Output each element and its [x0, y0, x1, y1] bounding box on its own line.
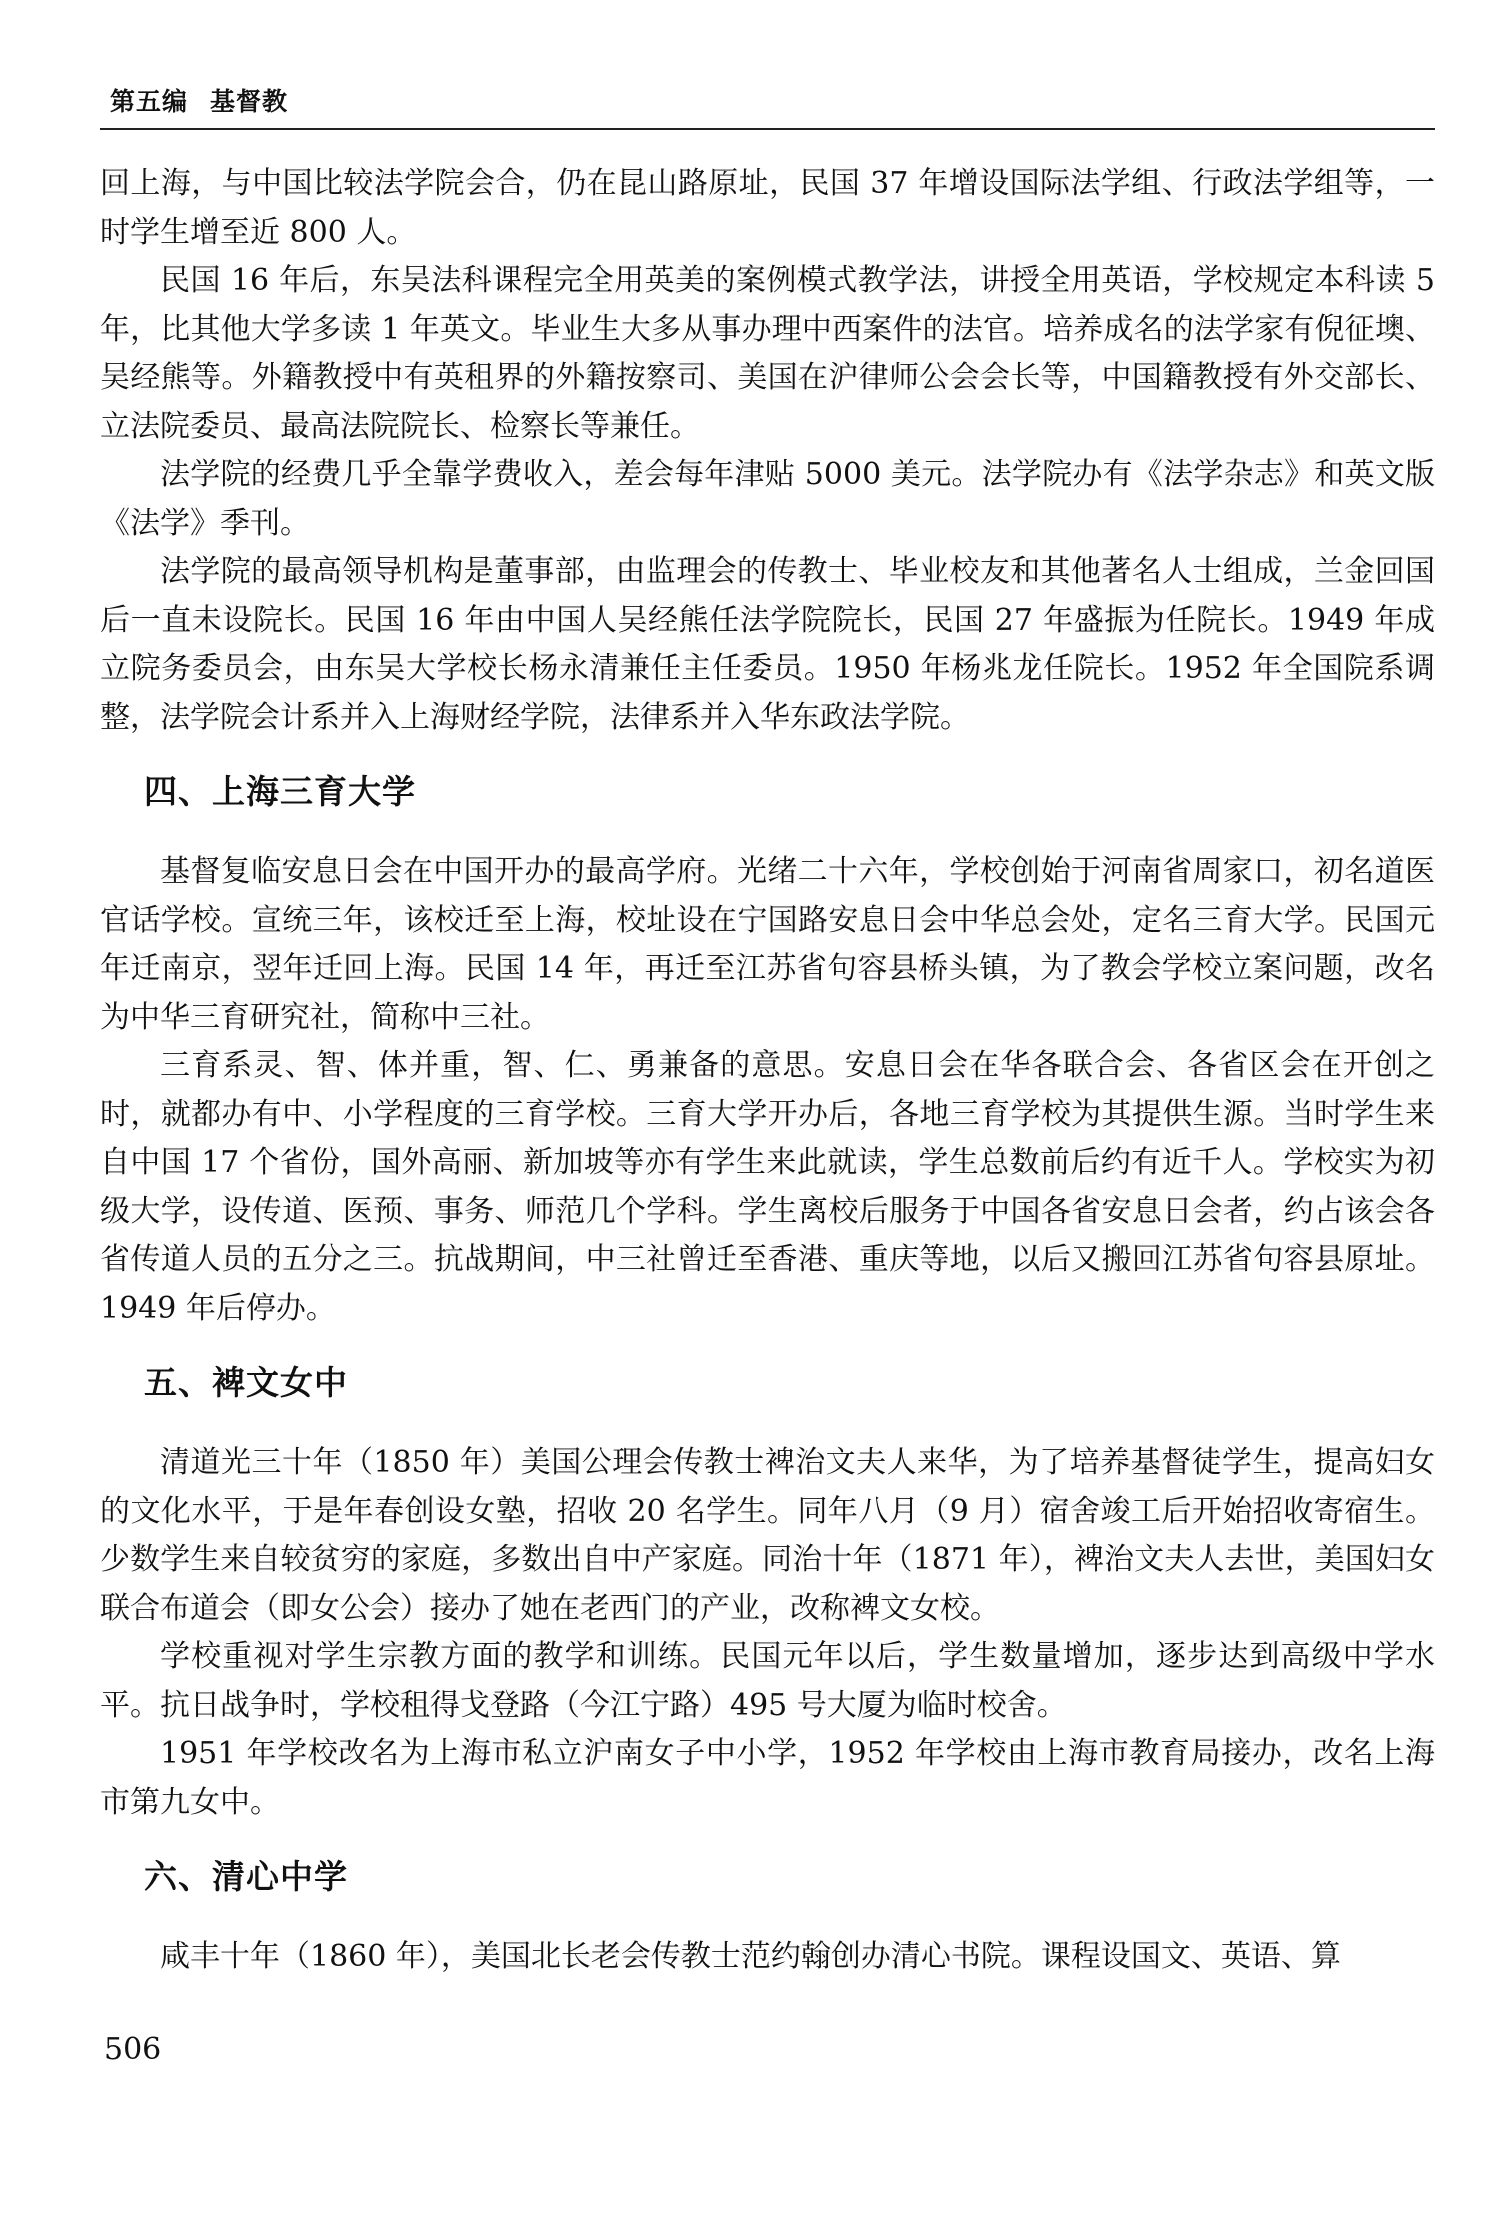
page-body — [100, 160, 1435, 1982]
paragraph: 三育系灵、智、体并重，智、仁、勇兼备的意思。安息日会在华各联合会、各省区会在开创之时，就都办有中、小学程度的三育学校。三育大学开办后，各地三育学校为其提供生源。当时学生来自中国 17 个省份，国外高丽、新加坡等亦有学生来此就读，学生总数前后约有近千人。学校实为初级大学，设传道、医预、事务、师范几个学科。学生离校后服务于中国各省安息日会者，约占该会各省传道人员的五分之三。抗战期间，中三社曾迁至香港、重庆等地，以后又搬回江苏省句容县原址。1949 年后停办。 — [100, 1048, 1435, 1326]
paragraph: 基督复临安息日会在中国开办的最高学府。光绪二十六年，学校创始于河南省周家口，初名道医官话学校。宣统三年，该校迁至上海，校址设在宁国路安息日会中华总会处，定名三育大学。民国元年迁南京，翌年迁回上海。民国 14 年，再迁至江苏省句容县桥头镇，为了教会学校立案问题，改名为中华三育研究社，简称中三社。 — [100, 854, 1435, 1035]
running-header — [110, 82, 288, 118]
page-number: 506 — [104, 2032, 162, 2067]
header-title: 基督教 — [210, 87, 289, 116]
section-heading: 五、裨文女中 — [144, 1363, 348, 1402]
header-part: 第五编 — [110, 87, 189, 116]
paragraph: 学校重视对学生宗教方面的教学和训练。民国元年以后，学生数量增加，逐步达到高级中学水平。抗日战争时，学校租得戈登路（今江宁路）495 号大厦为临时校舍。 — [100, 1639, 1435, 1723]
section-heading: 四、上海三育大学 — [144, 772, 416, 811]
paragraph: 回上海，与中国比较法学院会合，仍在昆山路原址，民国 37 年增设国际法学组、行政法学组等，一时学生增至近 800 人。 — [100, 166, 1435, 250]
paragraph: 法学院的最高领导机构是董事部，由监理会的传教士、毕业校友和其他著名人士组成，兰金回国后一直未设院长。民国 16 年由中国人吴经熊任法学院院长，民国 27 年盛振为任院长。1949 年成立院务委员会，由东吴大学校长杨永清兼任主任委员。1950 年杨兆龙任院长。1952 年全国院系调整，法学院会计系并入上海财经学院，法律系并入华东政法学院。 — [100, 554, 1435, 735]
paragraph: 法学院的经费几乎全靠学费收入，差会每年津贴 5000 美元。法学院办有《法学杂志》和英文版《法学》季刊。 — [100, 457, 1435, 541]
paragraph: 清道光三十年（1850 年）美国公理会传教士裨治文夫人来华，为了培养基督徒学生，提高妇女的文化水平，于是年春创设女塾，招收 20 名学生。同年八月（9 月）宿舍竣工后开始招收寄宿生。少数学生来自较贫穷的家庭，多数出自中产家庭。同治十年（1871 年），裨治文夫人去世，美国妇女联合布道会（即女公会）接办了她在老西门的产业，改称裨文女校。 — [100, 1445, 1435, 1626]
paragraph: 民国 16 年后，东吴法科课程完全用英美的案例模式教学法，讲授全用英语，学校规定本科读 5 年，比其他大学多读 1 年英文。毕业生大多从事办理中西案件的法官。培养成名的法学家有倪征墺、吴经熊等。外籍教授中有英租界的外籍按察司、美国在沪律师公会会长等，中国籍教授有外交部长、立法院委员、最高法院院长、检察长等兼任。 — [100, 263, 1435, 444]
header-rule — [100, 128, 1435, 130]
paragraph: 咸丰十年（1860 年），美国北长老会传教士范约翰创办清心书院。课程设国文、英语、算 — [160, 1939, 1341, 1974]
section-heading: 六、清心中学 — [144, 1857, 348, 1896]
paragraph: 1951 年学校改名为上海市私立沪南女子中小学，1952 年学校由上海市教育局接办，改名上海市第九女中。 — [100, 1736, 1435, 1820]
